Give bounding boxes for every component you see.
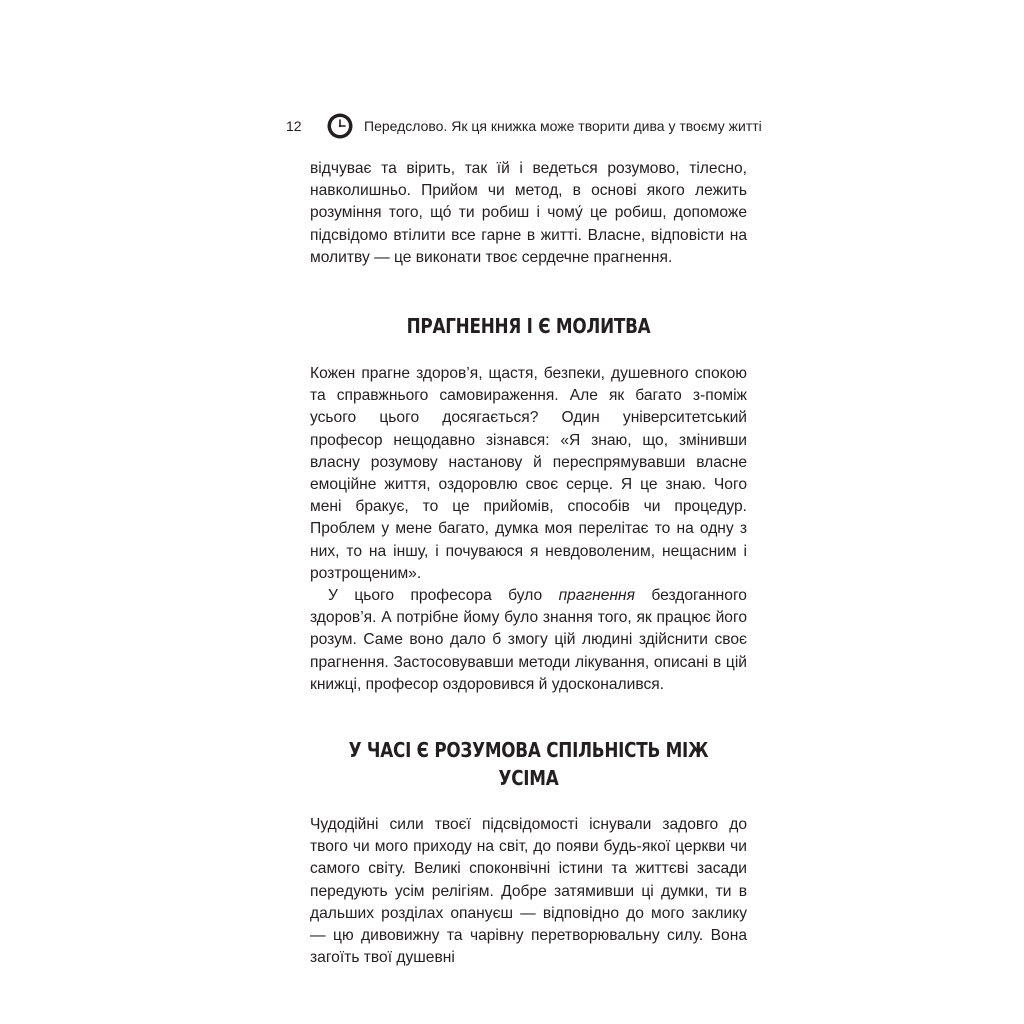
paragraph-text: бездоганного здоров’я. А потрібне йому було знання того, як працює його розум. Саме воно дало б змогу цій людині здійснити своє прагнення. Застосовувавши методи лікування, описані в цій книжці, професор оздоровився й удосконалився.	[310, 587, 747, 693]
section-heading: ПРАГНЕННЯ І Є МОЛИТВА	[406, 314, 651, 339]
body-paragraph: Чудодійні сили твоєї підсвідомості існували задовго до твого чи мого приходу на світ, до появи будь-якої церкви чи самого світу. Великі споконвічні істини та життєві засади передують усім релігіям. Добре затямивши ці думки, ти в дальших розділах опануєш — відповідно до мого заклику — цю дивовижну та чарівну перетворювальну силу. Вона загоїть твої душевні	[310, 816, 747, 967]
emphasis-text: прагнення	[558, 587, 635, 605]
body-paragraph: Кожен прагне здоров’я, щастя, безпеки, душевного спокою та справжнього самовираження. Але як багато з-поміж усього цього досягається? Один університетський професор нещодавно зізнався: «Я знаю, що, змінивши власну розумову настанову й переспрямувавши власне емоційне життя, оздоровлю своє серце. Я це знаю. Чого мені бракує, то це прийомів, способів чи процедур. Проблем у мене багато, думка моя перелітає то на одну з них, то на іншу, і почуваюся я невдоволеним, нещасним і розтрощеним».	[310, 365, 747, 582]
clock-icon	[326, 112, 354, 140]
page-number: 12	[286, 118, 302, 134]
running-title: Передслово. Як ця книжка може творити дива у твоєму житті	[364, 118, 762, 134]
running-header	[0, 112, 1024, 140]
body-paragraph	[310, 585, 747, 696]
paragraph-text: У цього професора було	[328, 587, 559, 605]
section-heading: У ЧАСІ Є РОЗУМОВА СПІЛЬНІСТЬ МІЖ УСІМА	[348, 738, 709, 791]
body-paragraph: відчуває та вірить, так їй і ведеться розумово, тілесно, навколишньо. Прийом чи метод, в основі якого лежить розуміння того, що́ ти робиш і чому́ це робиш, допоможе підсвідомо втілити все гарне в житті. Власне, відповісти на молитву — це виконати твоє сердечне прагнення.	[310, 160, 747, 266]
page-body	[310, 158, 747, 969]
